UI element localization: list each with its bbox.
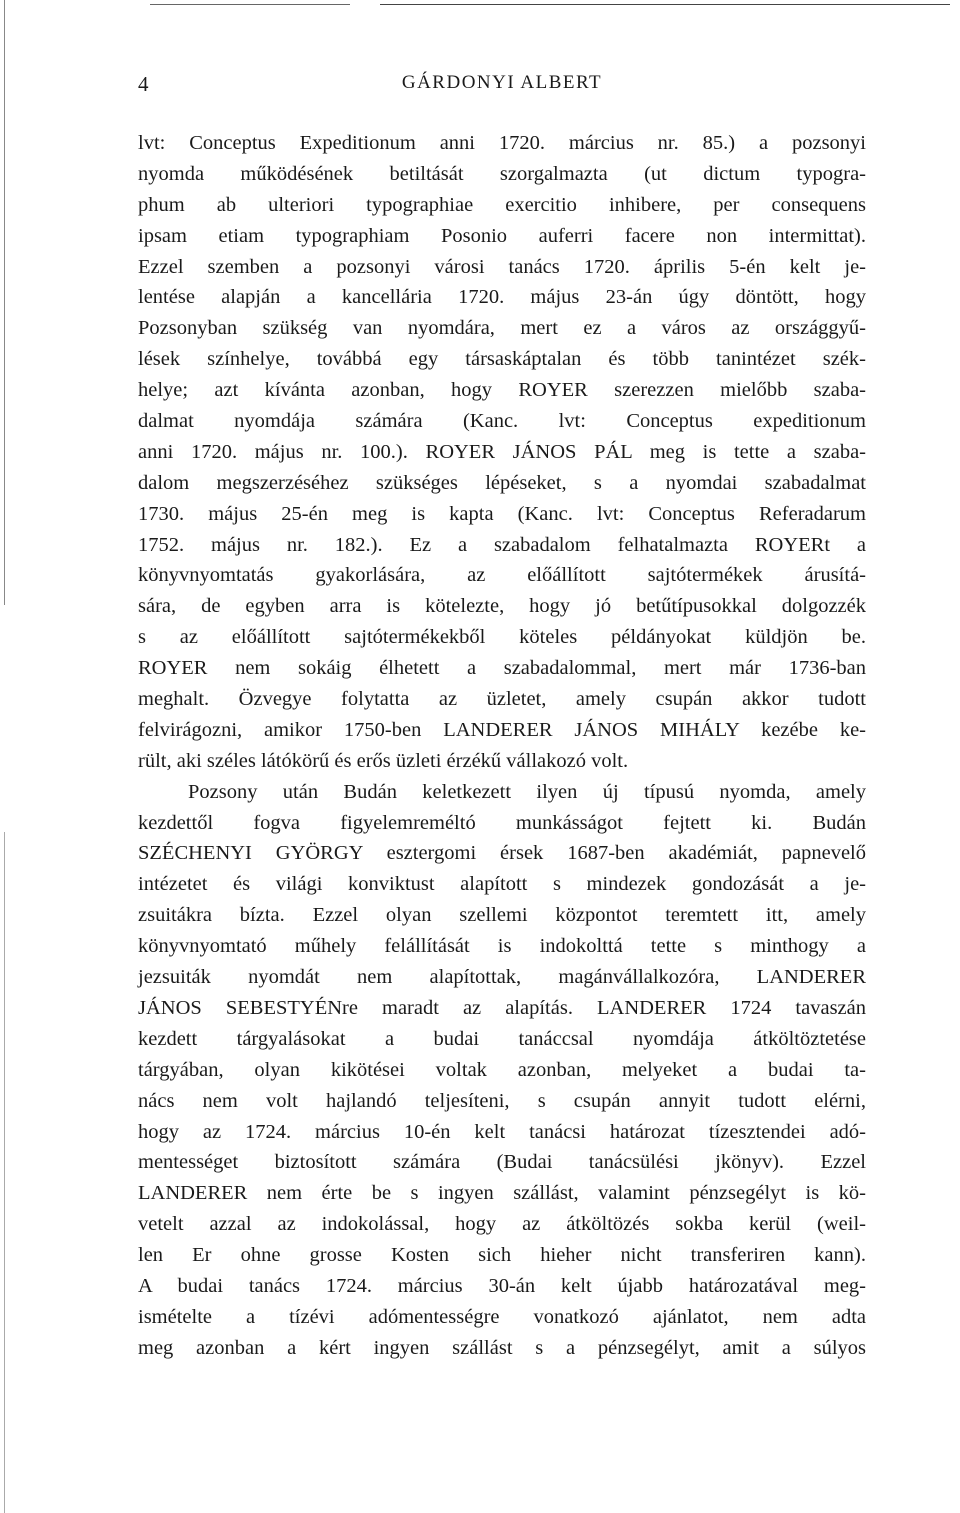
text-line: meghalt. Özvegye folytatta az üzletet, amely csupán akkor tudott bbox=[138, 688, 866, 711]
text-line: Pozsony után Budán keletkezett ilyen új típusú nyomda, amely bbox=[188, 780, 866, 803]
text-line: lések színhelye, továbbá egy társaskáptalan és több tanintézet szék- bbox=[138, 348, 866, 371]
text-line: hogy az 1724. március 10-én kelt tanácsi határozat tízesztendei adó- bbox=[138, 1120, 866, 1143]
text-line: LANDERER nem érte be s ingyen szállást, valamint pénzsegélyt is kö- bbox=[138, 1182, 866, 1205]
text-line: ROYER nem sokáig élhetett a szabadalommal, mert már 1736-ban bbox=[138, 657, 866, 680]
body-text bbox=[138, 128, 866, 1364]
text-line: rült, aki széles látókörű és erős üzleti érzékű vállakozó volt. bbox=[138, 749, 629, 772]
text-line: sára, de egyben arra is kötelezte, hogy jó betűtípusokkal dolgozzék bbox=[138, 595, 866, 618]
text-line: helye; azt kívánta azonban, hogy ROYER szerezzen mielőbb szaba- bbox=[138, 379, 866, 402]
text-line: könyvnyomtató műhely felállítását is indokolttá tette s minthogy a bbox=[138, 935, 866, 958]
text-line: JÁNOS SEBESTYÉNre maradt az alapítás. LANDERER 1724 tavaszán bbox=[138, 996, 866, 1019]
text-line: kezdett tárgyalásokat a budai tanáccsal nyomdája átköltöztetése bbox=[138, 1027, 866, 1050]
text-line: nyomda működésének betiltását szorgalmazta (ut dictum typogra- bbox=[138, 162, 866, 185]
text-line: meg azonban a kért ingyen szállást s a pénzsegélyt, amit a súlyos bbox=[138, 1336, 866, 1359]
text-line: Pozsonyban szükség van nyomdára, mert ez a város az országgyű- bbox=[138, 317, 866, 340]
text-line: 1730. május 25-én meg is kapta (Kanc. lvt: Conceptus Referadarum bbox=[138, 502, 866, 525]
text-line: SZÉCHENYI GYÖRGY esztergomi érsek 1687-ben akadémiát, papnevelő bbox=[138, 842, 866, 865]
running-head: GÁRDONYI ALBERT bbox=[401, 72, 603, 93]
text-line: jezsuiták nyomdát nem alapítottak, magánvállalkozóra, LANDERER bbox=[138, 966, 866, 989]
text-line: mentességet biztosított számára (Budai tanácsülési jkönyv). Ezzel bbox=[138, 1151, 866, 1174]
scan-edge-line bbox=[380, 4, 950, 5]
text-line: ismételte a tízévi adómentességre vonatkozó ajánlatot, nem adta bbox=[138, 1305, 866, 1328]
text-line: Ezzel szemben a pozsonyi városi tanács 1720. április 5-én kelt je- bbox=[138, 255, 866, 278]
page-header bbox=[138, 72, 866, 102]
scan-edge-line bbox=[150, 4, 350, 5]
text-line: phum ab ulteriori typographiae exercitio inhibere, per consequens bbox=[138, 193, 866, 216]
text-line: intézetet és világi konviktust alapított s mindezek gondozását a je- bbox=[138, 873, 866, 896]
text-line: zsuitákra bízta. Ezzel olyan szellemi központot teremtett itt, amely bbox=[138, 904, 866, 927]
text-line: felvirágozni, amikor 1750-ben LANDERER JÁNOS MIHÁLY kezébe ke- bbox=[138, 718, 866, 741]
text-line: len Er ohne grosse Kosten sich hieher nicht transferiren kann). bbox=[138, 1244, 866, 1267]
text-line: dalom megszerzéséhez szükséges lépéseket, s a nyomdai szabadalmat bbox=[138, 471, 866, 494]
text-line: lentése alapján a kancellária 1720. május 23-án úgy döntött, hogy bbox=[138, 286, 866, 309]
text-line: s az előállított sajtótermékekből köteles példányokat küldjön be. bbox=[138, 626, 866, 649]
scan-edge-line bbox=[4, 0, 5, 1513]
text-line: A budai tanács 1724. március 30-án kelt újabb határozatával meg- bbox=[138, 1274, 866, 1297]
text-line: dalmat nyomdája számára (Kanc. lvt: Conceptus expeditionum bbox=[138, 410, 866, 433]
text-line: lvt: Conceptus Expeditionum anni 1720. március nr. 85.) a pozsonyi bbox=[138, 132, 866, 154]
text-line: ipsam etiam typographiam Posonio auferri facere non intermittat). bbox=[138, 224, 866, 247]
text-line: tárgyában, olyan kikötései voltak azonban, melyeket a budai ta- bbox=[138, 1058, 866, 1081]
text-line: kezdettől fogva figyelemreméltó munkásságot fejtett ki. Budán bbox=[138, 811, 866, 834]
text-line: könyvnyomtatás gyakorlására, az előállított sajtótermékek árusítá- bbox=[138, 564, 866, 587]
text-line: nács nem volt hajlandó teljesíteni, s csupán annyit tudott elérni, bbox=[138, 1089, 866, 1112]
text-line: anni 1720. május nr. 100.). ROYER JÁNOS PÁL meg is tette a szaba- bbox=[138, 440, 866, 463]
text-line: 1752. május nr. 182.). Ez a szabadalom felhatalmazta ROYERt a bbox=[138, 533, 866, 556]
page-number: 4 bbox=[138, 72, 149, 96]
text-line: vetelt azzal az indokolással, hogy az átköltözés sokba kerül (weil- bbox=[138, 1213, 866, 1236]
